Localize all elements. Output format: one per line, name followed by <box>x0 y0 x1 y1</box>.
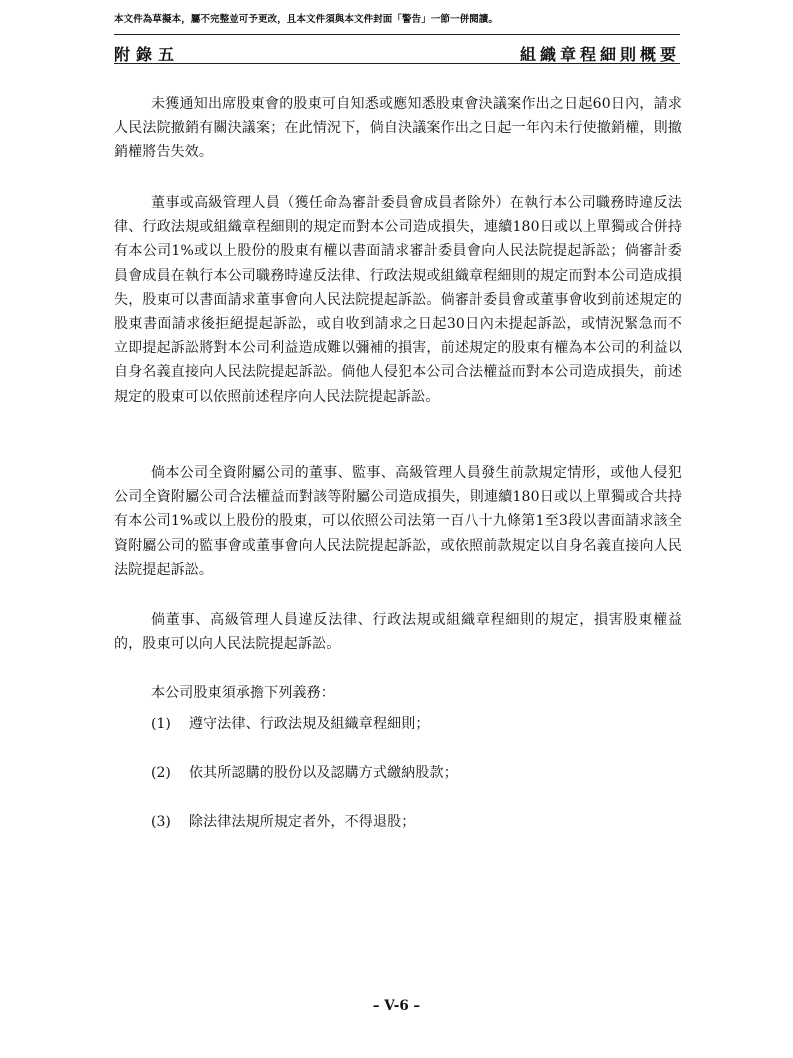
list-item-text: 遵守法律、行政法規及組織章程細則； <box>189 716 430 732</box>
appendix-label: 附錄五 <box>114 45 181 64</box>
list-item-number: (3) <box>151 814 171 830</box>
paragraph-obligations-intro: 本公司股東須承擔下列義務： <box>151 685 335 701</box>
header-divider-top <box>114 34 680 35</box>
draft-warning-notice: 本文件為草擬本，屬不完整並可予更改，且本文件須與本文件封面「警告」一節一併閱讀。 <box>114 14 499 25</box>
section-title: 組織章程細則概要 <box>519 45 680 64</box>
list-item <box>114 761 682 785</box>
paragraph-derivative-action: 董事或高級管理人員（獲任命為審計委員會成員者除外）在執行本公司職務時違反法律、行政法規或組織章程細則的規定而對本公司造成損失，連續180日或以上單獨或合併持有本公司1%或以上股份的股東有權以書面請求審計委員會向人民法院提起訴訟；倘審計委員會成員在執行本公司職務時違反法律、行政法規或組織章程細則的規定而對本公司造成損失，股東可以書面請求董事會向人民法院提起訴訟。倘審計委員會或董事會收到前述規定的股東書面請求後拒絕提起訴訟，或自收到請求之日起30日內未提起訴訟，或情況緊急而不立即提起訴訟將對本公司利益造成難以彌補的損害，前述規定的股東有權為本公司的利益以自身名義直接向人民法院提起訴訟。倘他人侵犯本公司合法權益而對本公司造成損失，前述規定的股東可以依照前述程序向人民法院提起訴訟。 <box>114 195 682 405</box>
list-item-text: 依其所認購的股份以及認購方式繳納股款； <box>189 765 458 781</box>
header-divider-bottom <box>114 63 680 64</box>
document-body <box>114 92 682 729</box>
page-number: – V-6 – <box>372 998 421 1014</box>
list-item-number: (1) <box>151 716 171 732</box>
paragraph-revocation-right: 未獲通知出席股東會的股東可自知悉或應知悉股東會決議案作出之日起60日內，請求人民法院撤銷有關決議案；在此情況下，倘自決議案作出之日起一年內未行使撤銷權，則撤銷權將告失效。 <box>114 96 682 161</box>
list-item <box>114 712 682 736</box>
list-item-number: (2) <box>151 765 171 781</box>
paragraph-subsidiary-action: 倘本公司全資附屬公司的董事、監事、高級管理人員發生前款規定情形，或他人侵犯公司全資附屬公司合法權益而對該等附屬公司造成損失，則連續180日或以上單獨或合共持有本公司1%或以上股份的股東，可以依照公司法第一百八十九條第1至3段以書面請求該全資附屬公司的監事會或董事會向人民法院提起訴訟，或依照前款規定以自身名義直接向人民法院提起訴訟。 <box>114 465 682 578</box>
shareholder-obligations-list <box>114 712 682 834</box>
paragraph-direct-action: 倘董事、高級管理人員違反法律、行政法規或組織章程細則的規定，損害股東權益的，股東可以向人民法院提起訴訟。 <box>114 612 682 653</box>
list-item <box>114 810 682 834</box>
list-item-text: 除法律法規所規定者外，不得退股； <box>189 814 416 830</box>
